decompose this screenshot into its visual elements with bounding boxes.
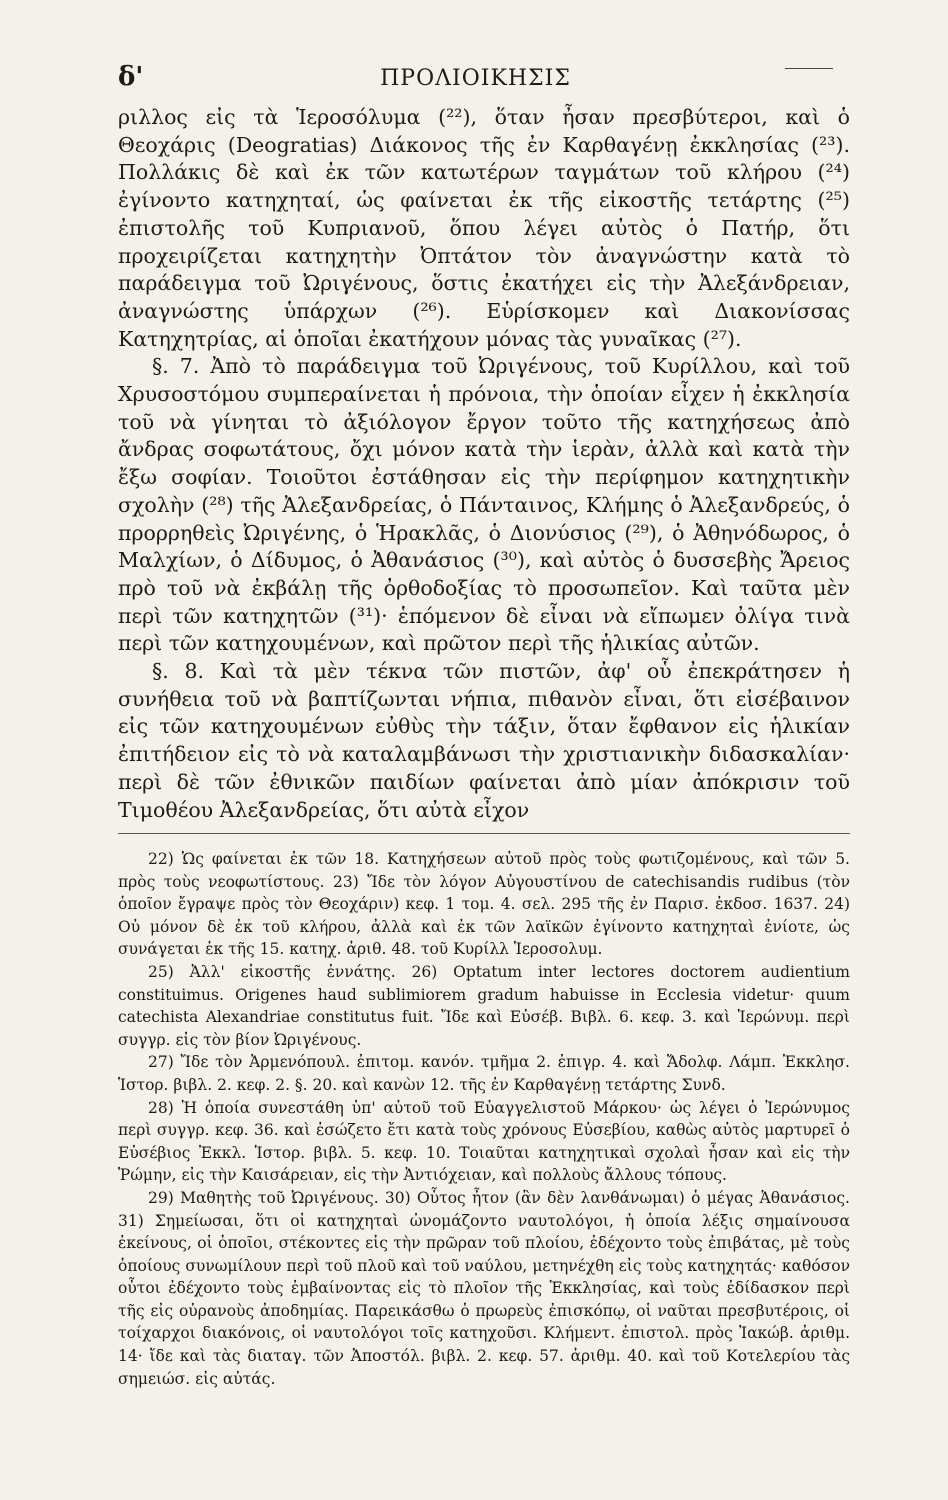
main-text	[118, 104, 850, 824]
footnote: 25) Ἀλλ' εἰκοστῆς ἐννάτης. 26) Optatum inter lectores doctorem audientium constituimus. Origenes haud sublimiorem gradum habuisse in Ecclesia videtur· quum catechista Alexandriae constitutus fuit. Ἴδε καὶ Εὐσέβ. Βιβλ. 6. κεφ. 3. καὶ Ἱερώνυμ. περὶ συγγρ. εἰς τὸν βίον Ὠριγένους.	[118, 962, 850, 1049]
paragraph-section-8: §. 8. Καὶ τὰ μὲν τέκνα τῶν πιστῶν, ἀφ' οὗ ἐπεκράτησεν ἡ συνήθεια τοῦ νὰ βαπτίζωνται νήπια, πιθανὸν εἶναι, ὅτι εἰσέβαινον εἰς τῶν κατηχουμένων εὐθὺς τὴν τάξιν, ὅταν ἔφθανον εἰς ἡλικίαν ἐπιτήδειον εἰς τὸ νὰ καταλαμβάνωσι τὴν χριστιανικὴν διδασκαλίαν· περὶ δὲ τῶν ἐθνικῶν παιδίων φαίνεται ἀπὸ μίαν ἀπόκρισιν τοῦ Τιμοθέου Ἀλεξανδρείας, ὅτι αὐτὰ εἶχον	[118, 659, 850, 822]
header-rule	[785, 68, 833, 69]
paragraph: ριλλος εἰς τὰ Ἱεροσόλυμα (²²), ὅταν ἦσαν πρεσβύτεροι, καὶ ὁ Θεοχάρις (Deogratias) Διάκονος τῆς ἐν Καρθαγένῃ ἐκκλησίας (²³). Πολλάκις δὲ καὶ ἐκ τῶν κατωτέρων ταγμάτων τοῦ κλήρου (²⁴) ἐγίνοντο κατηχηταί, ὡς φαίνεται ἐκ τῆς εἰκοστῆς τετάρτης (²⁵) ἐπιστολῆς τοῦ Κυπριανοῦ, ὅπου λέγει αὐτὸς ὁ Πατήρ, ὅτι προχειρίζεται κατηχητὴν Ὀπτάτον τὸν ἀναγνώστην κατὰ τὸ παράδειγμα τοῦ Ὠριγένους, ὅστις ἐκατήχει εἰς τὴν Ἀλεξάνδρειαν, ἀναγνώστης ὑπάρχων (²⁶). Εὑρίσκομεν καὶ Διακονίσσας Κατηχητρίας, αἱ ὁποῖαι ἐκατήχουν μόνας τὰς γυναῖκας (²⁷).	[118, 105, 850, 351]
footnote-separator	[118, 833, 850, 834]
paragraph-section-7: §. 7. Ἀπὸ τὸ παράδειγμα τοῦ Ὠριγένους, τοῦ Κυρίλλου, καὶ τοῦ Χρυσοστόμου συμπεραίνεται ἡ πρόνοια, τὴν ὁποίαν εἶχεν ἡ ἐκκλησία τοῦ νὰ γίνηται τὸ ἀξιόλογον ἔργον τοῦτο τῆς κατηχήσεως ἀπὸ ἄνδρας σοφωτάτους, ὄχι μόνον κατὰ τὴν ἱερὰν, ἀλλὰ καὶ κατὰ τὴν ἔξω σοφίαν. Τοιοῦτοι ἐστάθησαν εἰς τὴν περίφημον κατηχητικὴν σχολὴν (²⁸) τῆς Ἀλεξανδρείας, ὁ Πάνταινος, Κλήμης ὁ Ἀλεξανδρεύς, ὁ προρρηθεὶς Ὠριγένης, ὁ Ἡρακλᾶς, ὁ Διονύσιος (²⁹), ὁ Ἀθηνόδωρος, ὁ Μαλχίων, ὁ Δίδυμος, ὁ Ἀθανάσιος (³⁰), καὶ αὐτὸς ὁ δυσσεβὴς Ἄρειος πρὸ τοῦ νὰ ἐκβάλῃ τῆς ὀρθοδοξίας τὸ προσωπεῖον. Καὶ ταῦτα μὲν περὶ τῶν κατηχητῶν (³¹)· ἑπόμενον δὲ εἶναι νὰ εἴπωμεν ὀλίγα τινὰ περὶ τῶν κατηχουμένων, καὶ πρῶτον περὶ τῆς ἡλικίας αὐτῶν.	[118, 354, 850, 656]
footnote: 28) Ἡ ὁποία συνεστάθη ὑπ' αὐτοῦ τοῦ Εὐαγγελιστοῦ Μάρκου· ὡς λέγει ὁ Ἱερώνυμος περὶ συγγρ. κεφ. 36. καὶ ἐσώζετο ἔτι κατὰ τοὺς χρόνους Εὐσεβίου, καθὼς αὐτὸς μαρτυρεῖ ὁ Εὐσέβιος Ἐκκλ. Ἱστορ. βιβλ. 5. κεφ. 10. Τοιαῦται κατηχητικαὶ σχολαὶ ἦσαν καὶ εἰς τὴν Ῥώμην, εἰς τὴν Καισάρειαν, εἰς τὴν Ἀντιόχειαν, καὶ πολλοὺς ἄλλους τόπους.	[118, 1098, 850, 1185]
footnotes	[118, 848, 850, 1390]
page-header	[118, 60, 833, 100]
page-number: δ'	[118, 62, 144, 92]
footnote: 22) Ὡς φαίνεται ἐκ τῶν 18. Κατηχήσεων αὐτοῦ πρὸς τοὺς φωτιζομένους, καὶ τῶν 5. πρὸς τοὺς νεοφωτίστους. 23) Ἴδε τὸν λόγον Αὐγουστίνου de catechisandis rudibus (τὸν ὁποῖον ἔγραψε πρὸς τὸν Θεοχάριν) κεφ. 1 τομ. 4. σελ. 295 τῆς ἐν Παρισ. ἐκδοσ. 1637. 24) Οὐ μόνον δὲ ἐκ τοῦ κλήρου, ἀλλὰ καὶ ἐκ τῶν λαϊκῶν ἐγίνοντο κατηχηταὶ ἐνίοτε, ὡς συνάγεται ἐκ τῆς 15. κατηχ. ἀριθ. 48. τοῦ Κυρίλλ Ἱεροσολυμ.	[118, 850, 850, 959]
running-head: ΠΡΟΛΙΟΙΚΗΣΙΣ	[380, 66, 571, 91]
footnote: 27) Ἴδε τὸν Ἀρμενόπουλ. ἐπιτομ. κανόν. τμῆμα 2. ἐπιγρ. 4. καὶ Ἄδολφ. Λάμπ. Ἐκκλησ. Ἱστορ. βιβλ. 2. κεφ. 2. §. 20. καὶ κανὼν 12. τῆς ἐν Καρθαγένῃ τετάρτης Συνδ.	[118, 1053, 850, 1094]
footnote: 29) Μαθητὴς τοῦ Ὠριγένους. 30) Οὗτος ἦτον (ἂν δὲν λανθάνωμαι) ὁ μέγας Ἀθανάσιος. 31) Σημείωσαι, ὅτι οἱ κατηχηταὶ ὠνομάζοντο ναυτολόγοι, ἡ ὁποία λέξις σημαίνουσα ἐκείνους, οἱ ὁποῖοι, στέκοντες εἰς τὴν πρῶραν τοῦ πλοίου, ἐδέχοντο τοὺς ἐπιβάτας, μὲ τοὺς ὁποίους συνωμίλουν περὶ τοῦ πλοῦ καὶ τοῦ ναύλου, μετηνέχθη εἰς τοὺς κατηχητάς· καθόσον οὗτοι ἐδέχοντο τοὺς ἐμβαίνοντας εἰς τὸ πλοῖον τῆς Ἐκκλησίας, καὶ τοὺς ἐδίδασκον περὶ τῆς εἰς οὐρανοὺς ἀποδημίας. Παρεικάσθω ὁ πρωρεὺς ἐπισκόπῳ, οἱ ναῦται πρεσβυτέροις, οἱ τοίχαρχοι διακόνοις, οἱ ναυτολόγοι τοῖς κατηχοῦσι. Κλήμεντ. ἐπιστολ. πρὸς Ἰακώβ. ἀριθμ. 14· ἴδε καὶ τὰς διαταγ. τῶν Ἀποστόλ. βιβλ. 2. κεφ. 57. ἀριθμ. 40. καὶ τοῦ Κοτελερίου τὰς σημειώσ. εἰς αὐτάς.	[118, 1188, 850, 1388]
